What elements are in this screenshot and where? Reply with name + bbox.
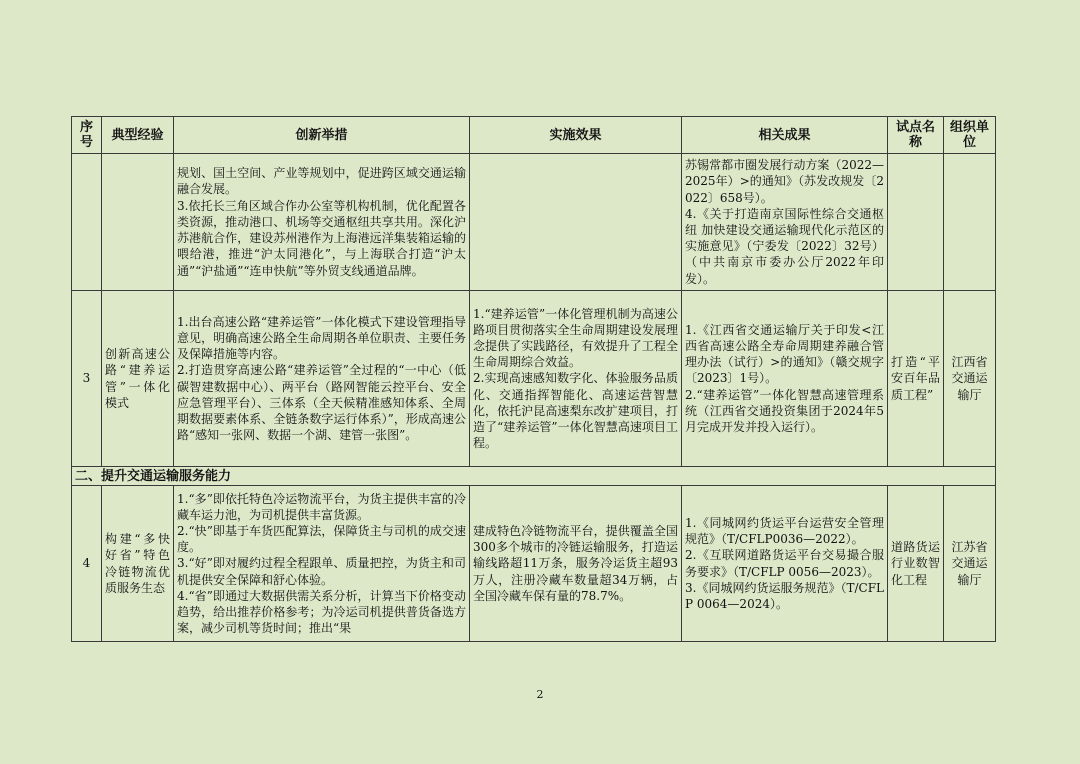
header-pilot: 试点名称 [888,117,944,154]
cell-results: 苏锡常都市圈发展行动方案（2022—2025年）>的通知》（苏发改规发〔2022〕658号）。 4.《关于打造南京国际性综合交通枢纽 加快建设交通运输现代化示范区的实施意见》（宁委发〔2022〕32号）（中共南京市委办公厅2022年印发）。 [682,154,888,291]
cell-effects [470,154,682,291]
cell-pilot [888,154,944,291]
cell-experience [102,154,174,291]
table-header-row [72,117,996,154]
header-experience: 典型经验 [102,117,174,154]
header-org: 组织单位 [944,117,996,154]
cell-org: 江西省交通运输厅 [944,291,996,467]
section-heading: 二、提升交通运输服务能力 [72,467,996,486]
header-seq: 序号 [72,117,102,154]
cell-measures: 规划、国土空间、产业等规划中，促进跨区域交通运输融合发展。 3.依托长三角区域合作办公室等机构机制，优化配置各类资源，推动港口、机场等交通枢纽共享共用。深化沪苏港航合作，建设苏州港作为上海港远洋集装箱运输的喂给港，推进“沪太同港化”，与上海联合打造“沪太通”“沪盐通”“连申快航”等外贸支线通道品牌。 [174,154,470,291]
cell-experience: 构建“多快好省”特色冷链物流优质服务生态 [102,486,174,642]
cell-results: 1.《同城网约货运平台运营安全管理规范》（T/CFLP0036—2022）。 2.《互联网道路货运平台交易撮合服务要求》（T/CFLP 0056—2023）。 3.《同城网约货运服务规范》（T/CFLP 0064—2024）。 [682,486,888,642]
header-measures: 创新举措 [174,117,470,154]
section-row [72,467,996,486]
cell-seq: 3 [72,291,102,467]
cell-results: 1.《江西省交通运输厅关于印发<江西省高速公路全寿命周期建养融合管理办法（试行）>的通知》（赣交规字〔2023〕1号）。 2.“建养运管”一体化智慧高速管理系统（江西省交通投资集团于2024年5月完成开发并投入运行）。 [682,291,888,467]
table-row [72,486,996,642]
cell-pilot: 道路货运行业数智化工程 [888,486,944,642]
page-number: 2 [536,688,544,701]
cell-org [944,154,996,291]
cell-org: 江苏省交通运输厅 [944,486,996,642]
cell-effects: 建成特色冷链物流平台，提供覆盖全国300多个城市的冷链运输服务，打造运输线路超11万条，服务冷运货主超93万人，注册冷藏车数量超34万辆，占全国冷藏车保有量的78.7%。 [470,486,682,642]
cell-seq [72,154,102,291]
cell-measures: 1.“多”即依托特色冷运物流平台，为货主提供丰富的冷藏车运力池，为司机提供丰富货源。 2.“快”即基于车货匹配算法，保障货主与司机的成交速度。 3.“好”即对履约过程全程跟单、质量把控，为货主和司机提供安全保障和舒心体验。 4.“省”即通过大数据供需关系分析，计算当下价格变动趋势，给出推荐价格参考；为冷运司机提供普货备选方案，减少司机等货时间；推出“果 [174,486,470,642]
header-results: 相关成果 [682,117,888,154]
policy-table [71,116,996,642]
cell-effects: 1.“建养运管”一体化管理机制为高速公路项目贯彻落实全生命周期建设发展理念提供了实践路径，有效提升了工程全生命周期综合效益。 2.实现高速感知数字化、体验服务品质化、交通指挥智能化、高速运营智慧化，依托沪昆高速梨东改扩建项目，打造了“建养运管”一体化智慧高速项目工程。 [470,291,682,467]
cell-experience: 创新高速公路“建养运管”一体化模式 [102,291,174,467]
cell-measures: 1.出台高速公路“建养运管”一体化模式下建设管理指导意见，明确高速公路全生命周期各单位职责、主要任务及保障措施等内容。 2.打造贯穿高速公路“建养运管”全过程的“一中心（低碳智建数据中心）、两平台（路网智能云控平台、安全应急管理平台）、三体系（全天候精准感知体系、全周期数据要素体系、全链条数字运行体系）”，形成高速公路“感知一张网、数据一个湖、建管一张图”。 [174,291,470,467]
cell-pilot: 打造“平安百年品质工程” [888,291,944,467]
header-effects: 实施效果 [470,117,682,154]
cell-seq: 4 [72,486,102,642]
table-row [72,291,996,467]
table-row [72,154,996,291]
